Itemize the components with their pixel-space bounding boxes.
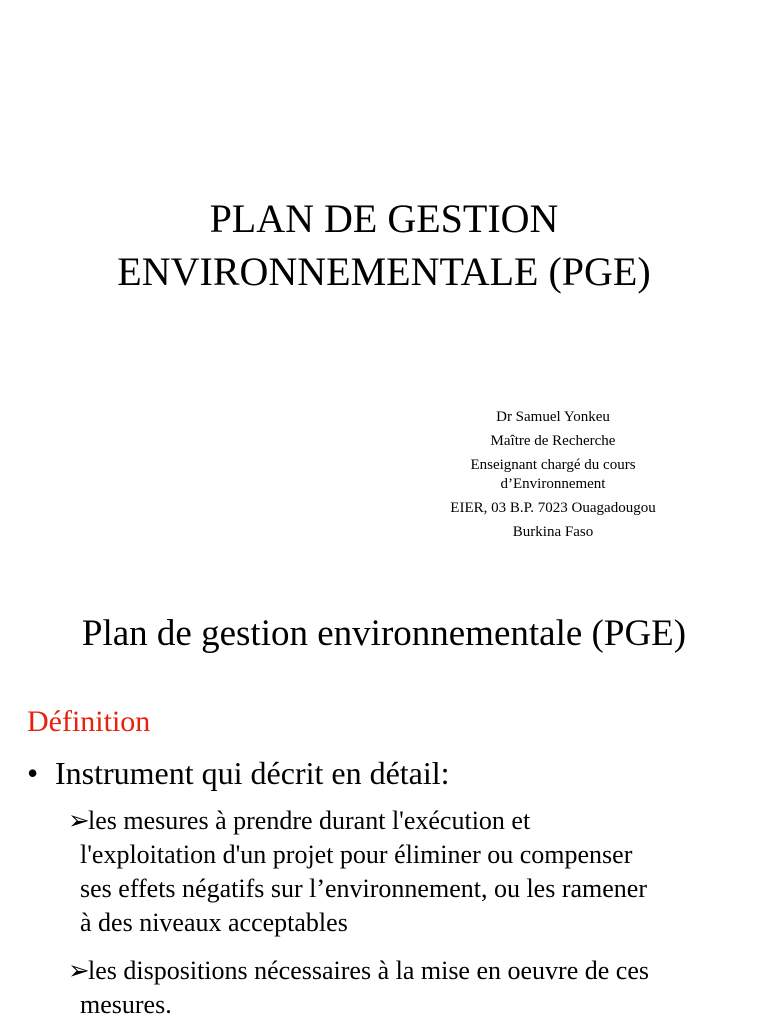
- sub-item-1: [68, 804, 758, 940]
- sub-item-2-line-1: les dispositions nécessaires à la mise en oeuvre de ces: [88, 956, 649, 985]
- author-role-line-1: Enseignant chargé du cours: [470, 457, 636, 473]
- sub-item-1-line-4: à des niveaux acceptables: [80, 908, 348, 937]
- sub-item-2-line-2: mesures.: [80, 990, 172, 1019]
- section-heading: Définition: [27, 705, 151, 738]
- bullet-text: Instrument qui décrit en détail:: [55, 755, 450, 791]
- author-block: [400, 408, 706, 542]
- bullet-dot-icon: •: [27, 755, 39, 791]
- author-rank: Maître de Recherche: [490, 433, 616, 449]
- slide-title: Plan de gestion environnementale (PGE): [81, 613, 687, 654]
- author-country: Burkina Faso: [512, 524, 594, 540]
- arrow-bullet-icon: ➢: [68, 956, 90, 985]
- sub-item-1-line-2: l'exploitation d'un projet pour éliminer ou compenser: [80, 840, 633, 869]
- main-title: [0, 192, 768, 298]
- main-title-line-2: ENVIRONNEMENTALE (PGE): [117, 249, 651, 294]
- sub-item-1-line-1: les mesures à prendre durant l'exécution et: [88, 806, 531, 835]
- author-address: EIER, 03 B.P. 7023 Ouagadougou: [450, 500, 656, 516]
- sub-item-1-line-3: ses effets négatifs sur l’environnement, ou les ramener: [80, 874, 647, 903]
- arrow-bullet-icon: ➢: [68, 806, 90, 835]
- definition-slide: [0, 576, 768, 1024]
- author-name: Dr Samuel Yonkeu: [496, 409, 610, 425]
- author-role-line-2: d’Environnement: [500, 476, 606, 492]
- bullet-item: [27, 754, 450, 792]
- main-title-line-1: PLAN DE GESTION: [209, 196, 559, 241]
- sub-item-2: [68, 954, 758, 1022]
